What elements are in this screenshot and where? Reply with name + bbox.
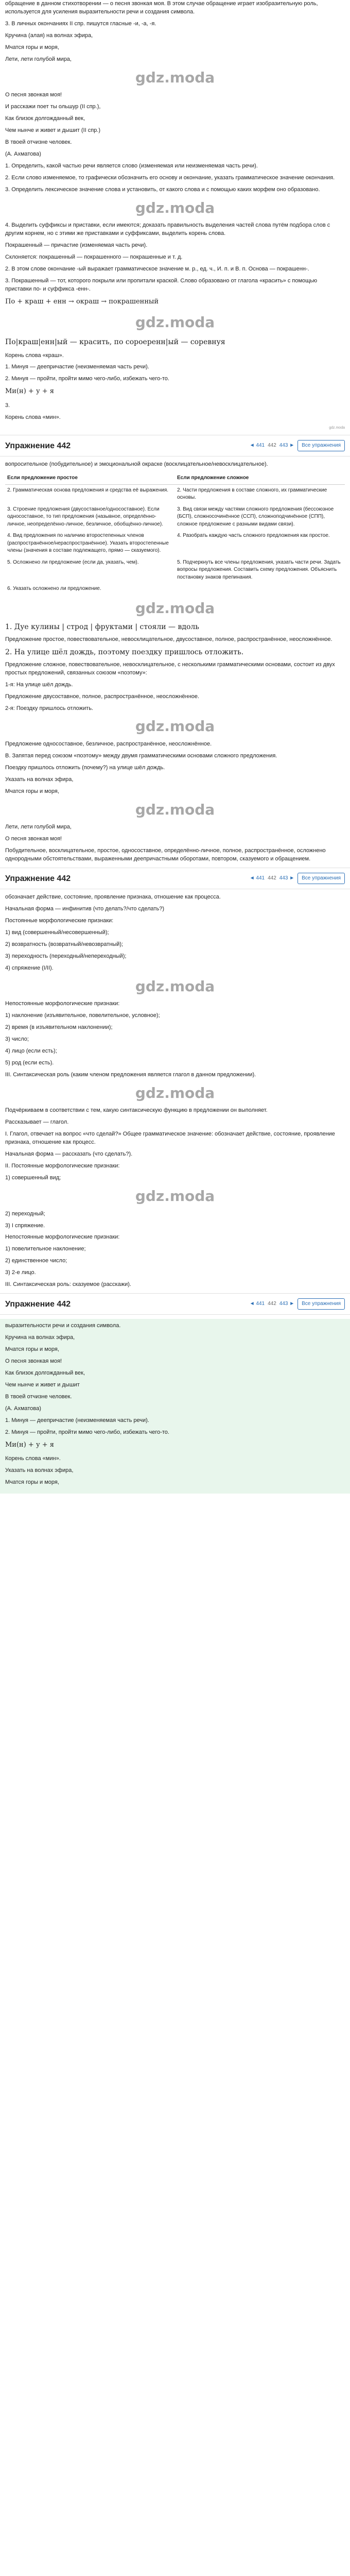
section-4 bbox=[0, 893, 350, 1289]
section-text: 1) совершенный вид; bbox=[5, 1175, 61, 1181]
section-text: 2) возвратность (возвратный/невозвратный); bbox=[5, 941, 124, 947]
section-text: Предложение односоставное, безличное, распространённое, неосложнённое. bbox=[5, 741, 212, 748]
section-5 bbox=[0, 1319, 350, 1494]
next-exercise-link[interactable]: 443 ► bbox=[279, 1300, 295, 1307]
all-exercises-button[interactable]: Все упражнения bbox=[297, 1298, 345, 1310]
section-text: 2) единственное число; bbox=[5, 1258, 67, 1264]
current-exercise: 442 bbox=[268, 1300, 276, 1307]
watermark: gdz.moda bbox=[135, 599, 215, 617]
section-text: выразительности речи и создания символа. bbox=[5, 1323, 121, 1329]
section-text: 5) род (если есть). bbox=[5, 1059, 54, 1066]
poem-line: Мчатся горы и моря, bbox=[5, 1479, 59, 1486]
section-text: 2) переходный; bbox=[5, 1210, 45, 1217]
section-text: III. Синтаксическая роль (каким членом предложения является глагол в данном предложении). bbox=[5, 1071, 256, 1078]
exercise-nav bbox=[250, 873, 345, 885]
section-text: 1. Минуя — деепричастие (неизменяемая часть речи). bbox=[5, 1417, 149, 1423]
poem-line: Как близок долгожданный век, bbox=[5, 1369, 85, 1376]
section-text: 1) вид (совершенный/несовершенный); bbox=[5, 929, 109, 936]
table-cell: 2. Части предложения в составе сложного, их грамматические основы. bbox=[177, 487, 327, 501]
section-text: Предложение двусоставное, полное, распространённое, неосложнённое. bbox=[5, 693, 200, 700]
poem-line: Указать на волнах эфира, bbox=[5, 1467, 74, 1474]
poem-line: О песня звонкая моя! bbox=[5, 92, 62, 98]
table-cell: 5. Осложнено ли предложение (если да, указать, чем). bbox=[7, 559, 139, 565]
table-row bbox=[5, 484, 345, 504]
sentence-scheme: 2. На улице шёл дождь, поэтому поездку пришлось отложить. bbox=[5, 648, 244, 657]
section-text: 4) спряжение (I/II). bbox=[5, 964, 54, 971]
prev-number: 441 bbox=[256, 875, 265, 881]
plan-step: 4. Выделить суффиксы и приставки, если имеются; доказать правильность выделения частей слова путём подбора слов с другим корнем, но с этими же приставками и суффиксами, выделить корень слова. bbox=[5, 222, 330, 237]
analysis-text: 2. Минуя — пройти, пройти мимо чего-либо, избежать чего-то. bbox=[5, 376, 169, 382]
prev-exercise-link[interactable]: ◄ 441 bbox=[249, 875, 265, 881]
exercise-header bbox=[0, 435, 350, 456]
analysis-text: Корень слова «краш». bbox=[5, 352, 64, 359]
poem-line: Чем нынче и живет и дышит bbox=[5, 1381, 80, 1388]
section-text: 3) 2-е лицо. bbox=[5, 1269, 36, 1276]
section-text: Постоянные морфологические признаки: bbox=[5, 917, 114, 924]
next-number: 443 bbox=[279, 442, 288, 448]
analysis-text: Склоняется: покрашенный — покрашенного — покрашенные и т. д. bbox=[5, 254, 183, 261]
word-formation-formula: По + краш + енн → окраш → покрашенный bbox=[5, 297, 159, 306]
section-text: Рассказывает — глагол. bbox=[5, 1119, 69, 1126]
table-cell: 5. Подчеркнуть все члены предложения, указать части речи. Задать вопросы предложения. Составить схему предложения. Объяснить постановку знаков препинания. bbox=[177, 559, 341, 580]
section-text: 2-я: Поездку пришлось отложить. bbox=[5, 705, 93, 711]
analysis-text: Корень слова «мин». bbox=[5, 414, 61, 421]
next-exercise-link[interactable]: 443 ► bbox=[279, 875, 295, 881]
table-cell: 6. Указать осложнено ли предложение. bbox=[7, 586, 101, 592]
section-text: 1) повелительное наклонение; bbox=[5, 1246, 86, 1252]
next-number: 443 bbox=[279, 1300, 288, 1307]
watermark: gdz.moda bbox=[135, 313, 215, 331]
morpheme-analysis: По|краш|енн|ый — красить, по сороеренн|ый — соревнуя bbox=[5, 338, 225, 347]
table-cell: 3. Вид связи между частями сложного предложения (бессоюзное (БСП), сложносочинённое (ССП), сложноподчинённое (СПП), сложное предложение с разными видами связи). bbox=[177, 506, 334, 527]
section-text: 2. Минуя — пройти, пройти мимо чего-либо, избежать чего-то. bbox=[5, 1429, 169, 1435]
poem-line: Мчатся горы и моря, bbox=[5, 788, 59, 794]
poem-line: В твоей отчизне человек. bbox=[5, 1393, 72, 1400]
analysis-text: 3. Покрашенный — тот, которого покрыли или пропитали краской. Слово образовано от глагола «красить» с помощью приставки по- и суффикса -енн-. bbox=[5, 277, 318, 292]
table-header-row bbox=[5, 472, 345, 484]
watermark: gdz.moda bbox=[135, 718, 215, 735]
all-exercises-button[interactable]: Все упражнения bbox=[297, 873, 345, 885]
exercise-title: Упражнение 442 bbox=[5, 441, 71, 450]
section-text: Непостоянные морфологические признаки: bbox=[5, 1001, 120, 1007]
all-exercises-button[interactable]: Все упражнения bbox=[297, 440, 345, 452]
table-cell bbox=[175, 583, 345, 595]
intro-text-0: обращение в данном стихотворении — о песня звонкая моя. В этом случае обращение играет изобразительную роль, используется для усиления выразительности речи и создания символа. bbox=[5, 1, 318, 15]
word-formation-formula: Ми(н) + у + я bbox=[5, 1440, 54, 1449]
table-row bbox=[5, 583, 345, 595]
poem-line: В твоей отчизне человек. bbox=[5, 139, 72, 145]
poem-line: О песня звонкая моя! bbox=[5, 1358, 62, 1364]
watermark: gdz.moda bbox=[135, 69, 215, 86]
poem-line: Лети, лети голубой мира, bbox=[5, 824, 72, 831]
exercise-title: Упражнение 442 bbox=[5, 874, 71, 883]
table-cell: 2. Грамматическая основа предложения и средства её выражения. bbox=[7, 487, 169, 493]
table-header: Если предложение простое bbox=[5, 472, 175, 484]
exercise-nav bbox=[250, 1298, 345, 1310]
exercise-title: Упражнение 442 bbox=[5, 1299, 71, 1309]
poem-line: Лети, лети голубой мира, bbox=[5, 56, 72, 62]
section-text: В. Запятая перед союзом «поэтому» между двумя грамматическими основами сложного предложения. bbox=[5, 753, 277, 759]
poem-line: Мчатся горы и моря, bbox=[5, 1346, 59, 1352]
poem-line: О песня звонкая моя! bbox=[5, 836, 62, 842]
plan-step: 3. Определить лексическое значение слова и установить, от какого слова и с помощью каких морфем оно образовано. bbox=[5, 186, 320, 193]
current-exercise: 442 bbox=[268, 442, 276, 448]
section-text: Начальная форма — рассказать (что сделать?). bbox=[5, 1151, 133, 1158]
table-row bbox=[5, 530, 345, 557]
analysis-text: 2. В этом слове окончание -ый выражает грамматическое значение м. р., ед. ч., И. п. и В. п. Основа — покрашенн-. bbox=[5, 266, 309, 272]
analysis-text: 1. Минуя — деепричастие (неизменяемая часть речи). bbox=[5, 364, 149, 370]
section-text: Корень слова «мин». bbox=[5, 1455, 61, 1462]
poem-line: И расскажи поет ты ольшур (II спр.), bbox=[5, 104, 101, 110]
section-text: II. Постоянные морфологические признаки: bbox=[5, 1163, 120, 1170]
exercise-header bbox=[0, 868, 350, 889]
watermark: gdz.moda bbox=[135, 1187, 215, 1205]
prev-number: 441 bbox=[256, 1300, 265, 1307]
intro-section bbox=[0, 0, 350, 431]
section-1 bbox=[0, 461, 350, 863]
poem-author: (А. Ахматова) bbox=[5, 1405, 41, 1412]
section-text: Побудительное, восклицательное, простое, односоставное, определённо-личное, полное, распространённое, осложнено однородными обстоятельствами, выраженными деепричастными оборотами, повтором, сказуемого и обращением. bbox=[5, 848, 326, 862]
prev-exercise-link[interactable]: ◄ 441 bbox=[249, 1300, 265, 1307]
section-text: 4) лицо (если есть); bbox=[5, 1048, 57, 1054]
poem-line: Чем нынче и живет и дышит (II спр.) bbox=[5, 127, 101, 134]
poem-line: Как близок долгожданный век, bbox=[5, 115, 85, 122]
section-text: 3) переходность (переходный/непереходный); bbox=[5, 953, 127, 959]
section-text: 1) наклонение (изъявительное, повелительное, условное); bbox=[5, 1012, 160, 1019]
plan-step: 2. Если слово изменяемое, то графически обозначить его основу и окончание, указать грамматическое значение окончания. bbox=[5, 174, 335, 181]
section-text: I. Глагол, отвечает на вопрос «что сделай?» Общее грамматическое значение: обозначает действие, состояние, проявление признака, отношение как процесс. bbox=[5, 1131, 335, 1146]
poem-line: Кручина на волнах эфира, bbox=[5, 1334, 75, 1341]
intro-text-1: 3. В личных окончаниях II спр. пишутся гласные -и, -а, -я. bbox=[5, 20, 156, 27]
watermark: gdz.moda bbox=[135, 199, 215, 216]
table-row bbox=[5, 557, 345, 584]
section-text: вопросительное (побудительное) и эмоциональной окраске (восклицательное/невосклицательное). bbox=[5, 461, 268, 468]
section-text: Непостоянные морфологические признаки: bbox=[5, 1234, 120, 1241]
prev-exercise-link[interactable]: ◄ 441 bbox=[249, 442, 265, 448]
analysis-text: Покрашенный — причастие (изменяемая часть речи). bbox=[5, 242, 148, 249]
exercise-nav bbox=[250, 440, 345, 452]
section-text: Начальная форма — инфинитив (что делать?/что сделать?) bbox=[5, 906, 165, 912]
table-row bbox=[5, 504, 345, 531]
prev-number: 441 bbox=[256, 442, 265, 448]
section-text: III. Синтаксическая роль: сказуемое (расскажи). bbox=[5, 1281, 131, 1288]
poem-line: Мчатся горы и моря, bbox=[5, 44, 59, 50]
section-text: обозначает действие, состояние, проявление признака, отношение как процесса. bbox=[5, 894, 221, 901]
plan-step: 1. Определить, какой частью речи является слово (изменяемая или неизменяемая часть речи). bbox=[5, 162, 258, 169]
exercise-header bbox=[0, 1293, 350, 1315]
section-text: Поездку пришлось отложить (почему?) на улице шёл дождь. bbox=[5, 764, 165, 771]
watermark-small: gdz.moda bbox=[329, 426, 345, 430]
table-cell: 4. Разобрать каждую часть сложного предложения как простое. bbox=[177, 533, 330, 539]
watermark: gdz.moda bbox=[135, 1084, 215, 1101]
comparison-table bbox=[5, 472, 345, 595]
poem-line: Указать на волнах эфира, bbox=[5, 776, 74, 783]
watermark: gdz.moda bbox=[135, 801, 215, 818]
section-text: Предложение сложное, повествовательное, невосклицательное, с несколькими грамматическими основами, состоит из двух простых предложений, связанных союзом «поэтому»: bbox=[5, 661, 335, 676]
current-exercise: 442 bbox=[268, 875, 276, 881]
table-header: Если предложение сложное bbox=[175, 472, 345, 484]
section-text: Предложение простое, повествовательное, невосклицательное, двусоставное, полное, распространённое, неосложнённое. bbox=[5, 636, 332, 642]
watermark: gdz.moda bbox=[135, 977, 215, 995]
analysis-text: 3. bbox=[5, 402, 10, 409]
poem-line: Кручина (алая) на волнах эфира, bbox=[5, 32, 93, 39]
section-text: 2) время (в изъявительном наклонении); bbox=[5, 1024, 113, 1031]
section-text: 3) I спряжение. bbox=[5, 1222, 45, 1229]
section-text: Подчёркиваем в соответствии с тем, какую синтаксическую функцию в предложении он выполняет. bbox=[5, 1107, 268, 1114]
word-formation-formula: Ми(н) + у + я bbox=[5, 387, 54, 396]
section-text: 1-я: На улице шёл дождь. bbox=[5, 681, 73, 688]
table-cell: 4. Вид предложения по наличию второстепенных членов (распространённое/нераспространённое). Указать второстепенные члены (значения в составе подлежащего, прямо — сказуемого). bbox=[7, 533, 169, 554]
poem-author: (А. Ахматова) bbox=[5, 150, 41, 157]
table-cell: 3. Строение предложения (двусоставное/односоставное). Если односоставное, то тип предложения (назывное, определённо-личное, неопределённо-личное, безличное, обобщённо-личное). bbox=[7, 506, 163, 527]
next-number: 443 bbox=[279, 875, 288, 881]
next-exercise-link[interactable]: 443 ► bbox=[279, 442, 295, 448]
sentence-scheme: 1. Дуе кулины | строд | фруктами | стояли — вдоль bbox=[5, 623, 199, 632]
section-text: 3) число; bbox=[5, 1036, 29, 1043]
